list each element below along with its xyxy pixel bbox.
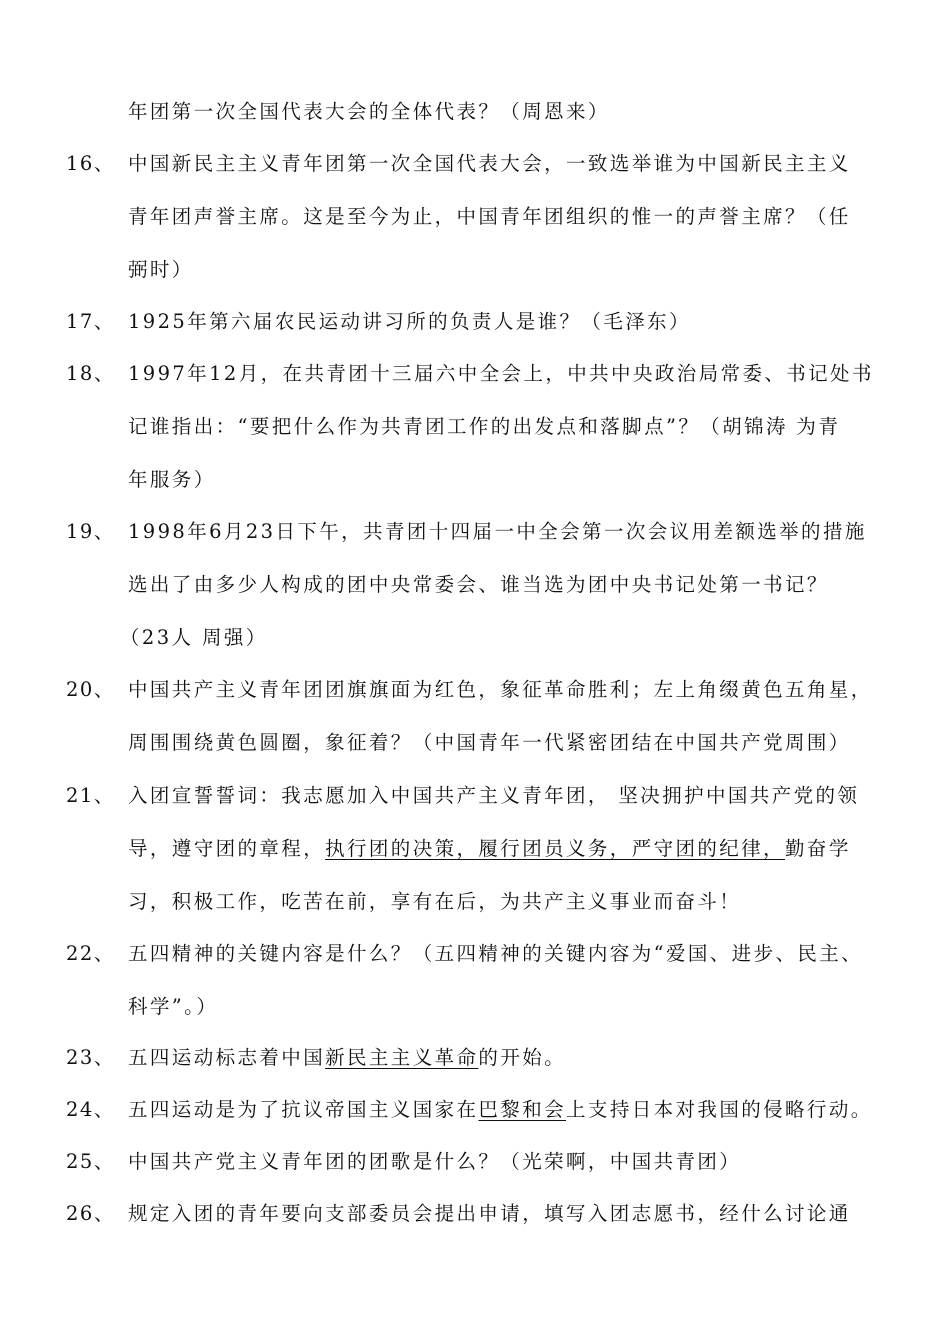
text-line: 记谁指出：“要把什么作为共青团工作的出发点和落脚点”？（胡锦涛 为青 — [128, 415, 841, 438]
text-line: 1997年12月，在共青团十三届六中全会上，中共中央政治局常委、书记处书 — [128, 362, 874, 385]
text-segment: 的开始。 — [478, 1046, 567, 1069]
item-number: 26、 — [66, 1202, 115, 1225]
text-line: 青年团声誉主席。这是至今为止，中国青年团组织的惟一的声誉主席？（任 — [128, 205, 851, 228]
text-line: （23人 周强） — [120, 626, 268, 649]
text-line — [128, 1098, 890, 1122]
underlined-text: 执行团的决策，履行团员义务，严守团的纪律， — [325, 837, 786, 860]
text-line: 五四精神的关键内容是什么？（五四精神的关键内容为“爱国、进步、民主、 — [128, 942, 864, 965]
item-number: 24、 — [66, 1098, 115, 1121]
text-line: 年团第一次全国代表大会的全体代表？（周恩来） — [128, 100, 610, 123]
text-line: 选出了由多少人构成的团中央常委会、谁当选为团中央书记处第一书记？ — [128, 573, 829, 596]
item-number: 20、 — [66, 678, 115, 701]
text-line — [128, 837, 890, 861]
text-line: 1998年6月23日下午，共青团十四届一中全会第一次会议用差额选举的措施 — [128, 520, 867, 543]
text-segment: 导，遵守团的章程， — [128, 837, 326, 860]
text-line: 中国共产党主义青年团的团歌是什么？（光荣啊，中国共青团） — [128, 1150, 742, 1173]
item-number: 18、 — [66, 362, 115, 385]
text-line: 习，积极工作，吃苦在前，享有在后，为共产主义事业而奋斗！ — [128, 890, 742, 913]
item-number: 25、 — [66, 1150, 115, 1173]
text-segment: 上支持日本对我国的侵略行动。 — [566, 1098, 873, 1121]
item-number: 16、 — [66, 152, 115, 175]
text-line: 中国新民主主义青年团第一次全国代表大会，一致选举谁为中国新民主主义 — [128, 152, 851, 175]
text-line: 弼时） — [128, 258, 194, 281]
item-number: 23、 — [66, 1046, 115, 1069]
text-line: 周围围绕黄色圆圈，象征着？（中国青年一代紧密团结在中国共产党周围） — [128, 731, 851, 754]
text-segment: 勤奋学 — [785, 837, 851, 860]
text-line: 中国共产主义青年团团旗旗面为红色，象征革命胜利；左上角缀黄色五角星， — [128, 678, 873, 701]
item-number: 22、 — [66, 942, 115, 965]
text-line: 1925年第六届农民运动讲习所的负责人是谁？（毛泽东） — [128, 310, 691, 333]
text-segment: 五四运动是为了抗议帝国主义国家在 — [128, 1098, 479, 1121]
text-line: 入团宣誓誓词：我志愿加入中国共产主义青年团， 坚决拥护中国共产党的领 — [128, 784, 860, 807]
text-line: 科学”。） — [128, 995, 219, 1018]
text-line: 规定入团的青年要向支部委员会提出申请，填写入团志愿书，经什么讨论通 — [128, 1202, 851, 1225]
item-number: 19、 — [66, 520, 115, 543]
item-number: 21、 — [66, 784, 115, 807]
item-number: 17、 — [66, 310, 115, 333]
underlined-text: 新民主主义革命 — [325, 1046, 479, 1069]
underlined-text: 巴黎和会 — [478, 1098, 567, 1121]
text-segment: 五四运动标志着中国 — [128, 1046, 326, 1069]
text-line — [128, 1046, 890, 1070]
text-line: 年服务） — [128, 468, 216, 491]
